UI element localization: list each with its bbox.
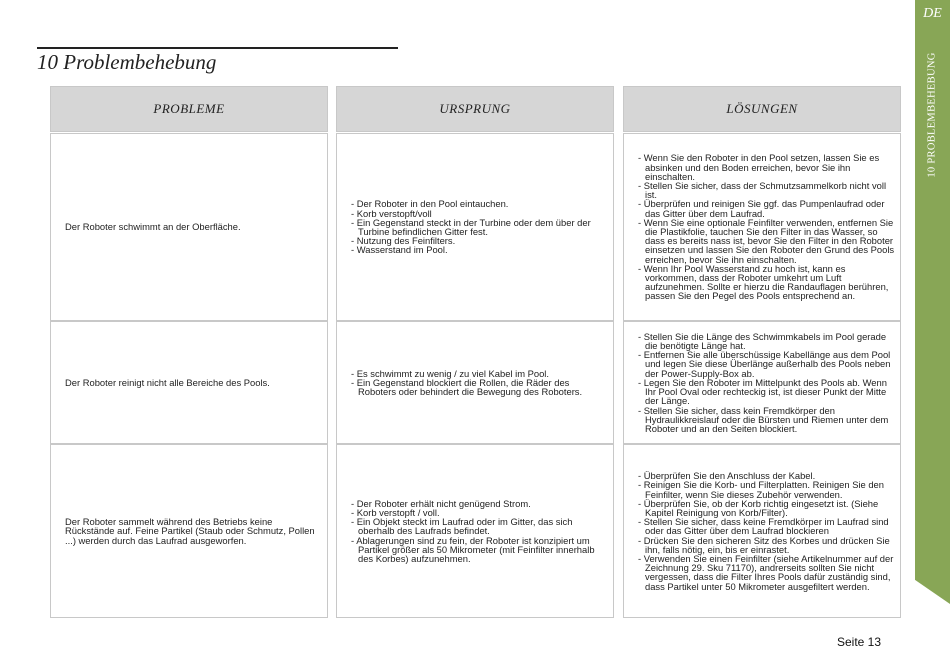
solution-item: - Stellen Sie sicher, dass kein Fremdkörper den Hydraulikkreislauf oder die Bürsten und Riemen unter dem Roboter und an den Seiten blockiert. [638, 406, 896, 434]
cause-item: - Korb verstopft / voll. [351, 508, 609, 517]
cause-list [351, 369, 609, 397]
cause-list [351, 499, 609, 563]
cause-item: - Korb verstopft/voll [351, 209, 609, 218]
cause-cell [336, 444, 614, 618]
solution-cell [623, 321, 901, 444]
cause-item: - Der Roboter in den Pool eintauchen. [351, 199, 609, 208]
solution-item: - Wenn Sie den Roboter in den Pool setzen, lassen Sie es absinken und den Boden erreichen, bevor Sie ihn einschalten. [638, 153, 896, 181]
problem-cell [50, 321, 328, 444]
solution-item: - Stellen Sie die Länge des Schwimmkabels im Pool gerade die benötigte Länge hat. [638, 332, 896, 350]
problem-text: Der Roboter schwimmt an der Oberfläche. [65, 221, 241, 233]
problem-cell [50, 133, 328, 321]
solution-cell [623, 133, 901, 321]
column-header-causes: URSPRUNG [336, 86, 614, 132]
solution-item: - Wenn Sie eine optionale Feinfilter verwenden, entfernen Sie die Plastikfolie, tauchen Sie den Filter in das Wasser, so dass es bereits nass ist, bevor Sie den Filter in den Roboter einsetzen und lassen Sie den Roboter den Grund des Pools erreichen, bevor Sie ihn einschalten. [638, 218, 896, 264]
column-header-solutions: LÖSUNGEN [623, 86, 901, 132]
solution-item: - Verwenden Sie einen Feinfilter (siehe Artikelnummer auf der Zeichnung 29. Sku 71170), andrerseits sollten Sie nicht vergessen, dass die Filter Ihres Pools dafür zuständig sind, dass Partikel unter 50 Mikrometer ausgefiltert werden. [638, 554, 896, 591]
solution-item: - Überprüfen Sie den Anschluss der Kabel. [638, 471, 896, 480]
solution-item: - Entfernen Sie alle überschüssige Kabellänge aus dem Pool und legen Sie diese Überlänge außerhalb des Pools neben der Power-Supply-Box ab. [638, 350, 896, 378]
problem-text: Der Roboter reinigt nicht alle Bereiche des Pools. [65, 376, 270, 388]
cause-item: - Der Roboter erhält nicht genügend Strom. [351, 499, 609, 508]
cause-list [351, 199, 609, 254]
solution-list [638, 471, 896, 591]
problems-column [50, 86, 328, 546]
page-number: Seite 13 [837, 635, 882, 649]
solution-item: - Drücken Sie den sicheren Sitz des Korbes und drücken Sie ihn, falls nötig, ein, bis er einrastet. [638, 536, 896, 554]
solution-item: - Überprüfen und reinigen Sie ggf. das Pumpenlaufrad oder das Gitter über dem Laufrad. [638, 199, 896, 217]
language-tag: DE [923, 6, 942, 21]
solution-item: - Stellen Sie sicher, dass der Schmutzsammelkorb nicht voll ist. [638, 181, 896, 199]
solution-cell [623, 444, 901, 618]
problem-cell [50, 444, 328, 618]
solution-item: - Überprüfen Sie, ob der Korb richtig eingesetzt ist. (Siehe Kapitel Reinigung von Korb/Filter). [638, 499, 896, 517]
solution-list [638, 332, 896, 433]
cause-item: - Nutzung des Feinfilters. [351, 236, 609, 245]
cause-item: - Ein Gegenstand blockiert die Rollen, die Räder des Roboters oder behindert die Bewegung des Roboters. [351, 378, 609, 396]
problem-text: Der Roboter sammelt während des Betriebs keine Rückstände auf. Feine Partikel (Staub oder Schmutz, Pollen ...) werden durch das Laufrad ausgeworfen. [65, 516, 315, 546]
cause-item: - Ein Gegenstand steckt in der Turbine oder dem über der Turbine befindlichen Gitter fest. [351, 218, 609, 236]
cause-item: - Ablagerungen sind zu fein, der Roboter ist konzipiert um Partikel größer als 50 Mikrometer (mit Feinfilter innerhalb des Korbes) aufzunehmen. [351, 536, 609, 564]
solution-item: - Stellen Sie sicher, dass keine Fremdkörper im Laufrad sind oder das Gitter über dem Laufrad blockieren [638, 517, 896, 535]
cause-cell [336, 321, 614, 444]
solution-item: - Legen Sie den Roboter im Mittelpunkt des Pools ab. Wenn Ihr Pool Oval oder rechteckig ist, ist dieser Punkt der Mitte der Länge. [638, 378, 896, 406]
cause-item: - Wasserstand im Pool. [351, 245, 609, 254]
causes-column [336, 86, 614, 564]
page-title: 10 Problembehebung [37, 50, 217, 74]
solution-item: - Reinigen Sie die Korb- und Filterplatten. Reinigen Sie den Feinfilter, wenn Sie dieses Zubehör verwenden. [638, 480, 896, 498]
solution-item: - Wenn Ihr Pool Wasserstand zu hoch ist, kann es vorkommen, dass der Roboter umkehrt um Luft aufzunehmen. Sollte er hierzu die Randauflagen berühren, passen Sie den Pegel des Pools entsprechend an. [638, 264, 896, 301]
cause-item: - Ein Objekt steckt im Laufrad oder im Gitter, das sich oberhalb des Laufrads befindet. [351, 517, 609, 535]
solution-list [638, 153, 896, 300]
solutions-column [623, 86, 901, 592]
title-rule [37, 47, 398, 49]
side-section-label: 10 PROBLEMBEHEBUNG [926, 52, 938, 178]
column-header-problems: PROBLEME [50, 86, 328, 132]
cause-cell [336, 133, 614, 321]
cause-item: - Es schwimmt zu wenig / zu viel Kabel im Pool. [351, 369, 609, 378]
